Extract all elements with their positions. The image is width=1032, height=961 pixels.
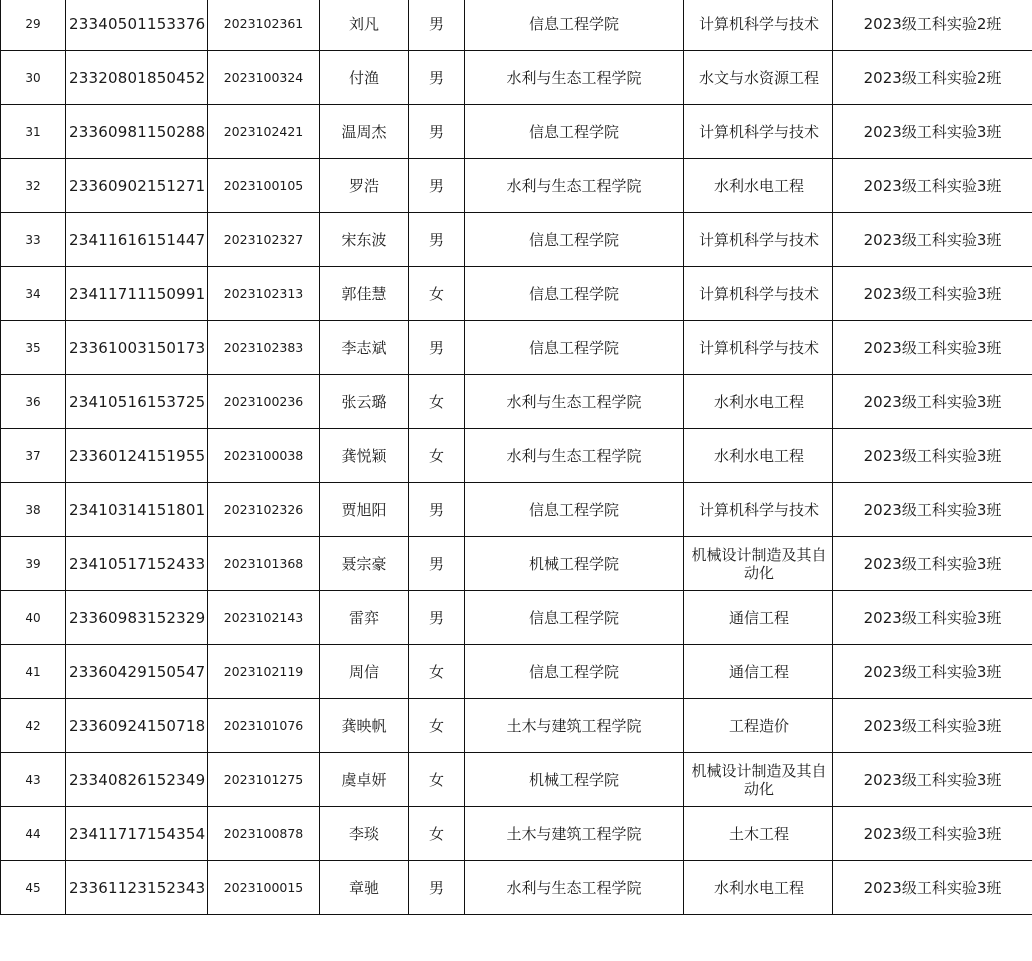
table-row [1, 51, 1032, 105]
major-cell [684, 699, 833, 753]
major-cell [684, 51, 833, 105]
table-row [1, 159, 1032, 213]
college-cell: 土木与建筑工程学院 [465, 699, 684, 753]
gender-cell: 女 [409, 267, 465, 321]
major-text: 水利水电工程 [713, 176, 804, 195]
major-cell [684, 429, 833, 483]
class-cell: 2023级工科实验3班 [833, 861, 1032, 915]
gender-cell: 女 [409, 645, 465, 699]
student-name-cell: 周信 [320, 645, 409, 699]
major-cell [684, 321, 833, 375]
major-cell [684, 483, 833, 537]
student-name-cell: 贾旭阳 [320, 483, 409, 537]
college-cell: 水利与生态工程学院 [465, 429, 684, 483]
table-row [1, 321, 1032, 375]
major-text: 通信工程 [728, 608, 789, 627]
student-name-cell: 虞卓妍 [320, 753, 409, 807]
student-name-cell: 李志斌 [320, 321, 409, 375]
gender-cell: 男 [409, 537, 465, 591]
student-id-cell: 2023102326 [208, 483, 320, 537]
student-name-cell: 张云璐 [320, 375, 409, 429]
exam-number-cell: 23340501153376 [66, 0, 208, 51]
major-text: 土木工程 [728, 824, 789, 843]
college-cell: 土木与建筑工程学院 [465, 807, 684, 861]
major-text: 计算机科学与技术 [698, 500, 819, 519]
table-row [1, 267, 1032, 321]
class-cell: 2023级工科实验3班 [833, 753, 1032, 807]
student-id-cell: 2023102383 [208, 321, 320, 375]
college-cell: 信息工程学院 [465, 105, 684, 159]
college-cell: 机械工程学院 [465, 753, 684, 807]
student-name-cell: 李琰 [320, 807, 409, 861]
exam-number-cell: 23361123152343 [66, 861, 208, 915]
table-row [1, 699, 1032, 753]
row-number-cell: 40 [1, 591, 66, 645]
table-row [1, 537, 1032, 591]
student-id-cell: 2023100324 [208, 51, 320, 105]
gender-cell: 女 [409, 429, 465, 483]
table-row [1, 483, 1032, 537]
table-row [1, 861, 1032, 915]
college-cell: 信息工程学院 [465, 267, 684, 321]
gender-cell: 男 [409, 159, 465, 213]
row-number-cell: 36 [1, 375, 66, 429]
row-number-cell: 32 [1, 159, 66, 213]
table-row [1, 591, 1032, 645]
row-number-cell: 31 [1, 105, 66, 159]
college-cell: 信息工程学院 [465, 0, 684, 51]
row-number-cell: 37 [1, 429, 66, 483]
gender-cell: 男 [409, 861, 465, 915]
student-id-cell: 2023102119 [208, 645, 320, 699]
student-id-cell: 2023100105 [208, 159, 320, 213]
student-id-cell: 2023100878 [208, 807, 320, 861]
gender-cell: 女 [409, 807, 465, 861]
class-cell: 2023级工科实验3班 [833, 321, 1032, 375]
major-text: 计算机科学与技术 [698, 338, 819, 357]
class-cell: 2023级工科实验3班 [833, 213, 1032, 267]
gender-cell: 男 [409, 0, 465, 51]
major-cell [684, 267, 833, 321]
row-number-cell: 44 [1, 807, 66, 861]
student-name-cell: 龚悦颖 [320, 429, 409, 483]
student-name-cell: 雷弈 [320, 591, 409, 645]
exam-number-cell: 23411711150991 [66, 267, 208, 321]
row-number-cell: 41 [1, 645, 66, 699]
major-cell [684, 213, 833, 267]
major-cell [684, 645, 833, 699]
major-text: 机械设计制造及其自动化 [691, 761, 827, 798]
exam-number-cell: 23360983152329 [66, 591, 208, 645]
student-id-cell: 2023101275 [208, 753, 320, 807]
student-name-cell: 温周杰 [320, 105, 409, 159]
table-row [1, 105, 1032, 159]
row-number-cell: 35 [1, 321, 66, 375]
major-cell [684, 591, 833, 645]
exam-number-cell: 23360924150718 [66, 699, 208, 753]
college-cell: 信息工程学院 [465, 645, 684, 699]
row-number-cell: 45 [1, 861, 66, 915]
class-cell: 2023级工科实验3班 [833, 105, 1032, 159]
student-name-cell: 刘凡 [320, 0, 409, 51]
exam-number-cell: 23410517152433 [66, 537, 208, 591]
college-cell: 信息工程学院 [465, 483, 684, 537]
gender-cell: 女 [409, 753, 465, 807]
major-text: 计算机科学与技术 [698, 284, 819, 303]
major-cell [684, 159, 833, 213]
gender-cell: 女 [409, 699, 465, 753]
exam-number-cell: 23340826152349 [66, 753, 208, 807]
student-id-cell: 2023100015 [208, 861, 320, 915]
student-id-cell: 2023101368 [208, 537, 320, 591]
gender-cell: 女 [409, 375, 465, 429]
row-number-cell: 30 [1, 51, 66, 105]
gender-cell: 男 [409, 105, 465, 159]
major-text: 计算机科学与技术 [698, 14, 819, 33]
gender-cell: 男 [409, 213, 465, 267]
exam-number-cell: 23411616151447 [66, 213, 208, 267]
student-id-cell: 2023100236 [208, 375, 320, 429]
major-cell [684, 861, 833, 915]
gender-cell: 男 [409, 591, 465, 645]
exam-number-cell: 23411717154354 [66, 807, 208, 861]
major-cell [684, 375, 833, 429]
gender-cell: 男 [409, 51, 465, 105]
class-cell: 2023级工科实验3班 [833, 591, 1032, 645]
major-cell [684, 0, 833, 51]
exam-number-cell: 23320801850452 [66, 51, 208, 105]
major-text: 机械设计制造及其自动化 [691, 545, 827, 582]
exam-number-cell: 23360981150288 [66, 105, 208, 159]
major-text: 水文与水资源工程 [698, 68, 819, 87]
class-cell: 2023级工科实验2班 [833, 51, 1032, 105]
major-text: 通信工程 [728, 662, 789, 681]
row-number-cell: 33 [1, 213, 66, 267]
major-cell [684, 807, 833, 861]
student-id-cell: 2023102361 [208, 0, 320, 51]
gender-cell: 男 [409, 483, 465, 537]
exam-number-cell: 23360124151955 [66, 429, 208, 483]
exam-number-cell: 23360902151271 [66, 159, 208, 213]
class-cell: 2023级工科实验3班 [833, 159, 1032, 213]
student-name-cell: 罗浩 [320, 159, 409, 213]
student-name-cell: 宋东波 [320, 213, 409, 267]
class-cell: 2023级工科实验2班 [833, 0, 1032, 51]
college-cell: 信息工程学院 [465, 591, 684, 645]
major-text: 计算机科学与技术 [698, 230, 819, 249]
major-text: 水利水电工程 [713, 878, 804, 897]
college-cell: 信息工程学院 [465, 213, 684, 267]
row-number-cell: 43 [1, 753, 66, 807]
class-cell: 2023级工科实验3班 [833, 645, 1032, 699]
class-cell: 2023级工科实验3班 [833, 699, 1032, 753]
student-id-cell: 2023100038 [208, 429, 320, 483]
student-name-cell: 付渔 [320, 51, 409, 105]
college-cell: 机械工程学院 [465, 537, 684, 591]
student-name-cell: 龚映帆 [320, 699, 409, 753]
student-id-cell: 2023102327 [208, 213, 320, 267]
class-cell: 2023级工科实验3班 [833, 267, 1032, 321]
gender-cell: 男 [409, 321, 465, 375]
student-name-cell: 聂宗豪 [320, 537, 409, 591]
student-id-cell: 2023102421 [208, 105, 320, 159]
class-cell: 2023级工科实验3班 [833, 807, 1032, 861]
table-row [1, 375, 1032, 429]
class-cell: 2023级工科实验3班 [833, 375, 1032, 429]
row-number-cell: 29 [1, 0, 66, 51]
college-cell: 信息工程学院 [465, 321, 684, 375]
college-cell: 水利与生态工程学院 [465, 861, 684, 915]
exam-number-cell: 23410314151801 [66, 483, 208, 537]
roster-body [1, 0, 1032, 915]
exam-number-cell: 23361003150173 [66, 321, 208, 375]
table-row [1, 645, 1032, 699]
major-text: 水利水电工程 [713, 446, 804, 465]
class-cell: 2023级工科实验3班 [833, 429, 1032, 483]
student-id-cell: 2023102143 [208, 591, 320, 645]
exam-number-cell: 23410516153725 [66, 375, 208, 429]
major-text: 工程造价 [728, 716, 789, 735]
table-row [1, 0, 1032, 51]
major-cell [684, 753, 833, 807]
student-name-cell: 章驰 [320, 861, 409, 915]
class-cell: 2023级工科实验3班 [833, 483, 1032, 537]
college-cell: 水利与生态工程学院 [465, 375, 684, 429]
major-cell [684, 105, 833, 159]
student-id-cell: 2023101076 [208, 699, 320, 753]
major-text: 水利水电工程 [713, 392, 804, 411]
major-text: 计算机科学与技术 [698, 122, 819, 141]
table-row [1, 429, 1032, 483]
table-row [1, 753, 1032, 807]
row-number-cell: 42 [1, 699, 66, 753]
student-id-cell: 2023102313 [208, 267, 320, 321]
major-cell [684, 537, 833, 591]
table-row [1, 807, 1032, 861]
class-cell: 2023级工科实验3班 [833, 537, 1032, 591]
row-number-cell: 38 [1, 483, 66, 537]
table-row [1, 213, 1032, 267]
college-cell: 水利与生态工程学院 [465, 51, 684, 105]
row-number-cell: 34 [1, 267, 66, 321]
student-name-cell: 郭佳慧 [320, 267, 409, 321]
row-number-cell: 39 [1, 537, 66, 591]
exam-number-cell: 23360429150547 [66, 645, 208, 699]
college-cell: 水利与生态工程学院 [465, 159, 684, 213]
